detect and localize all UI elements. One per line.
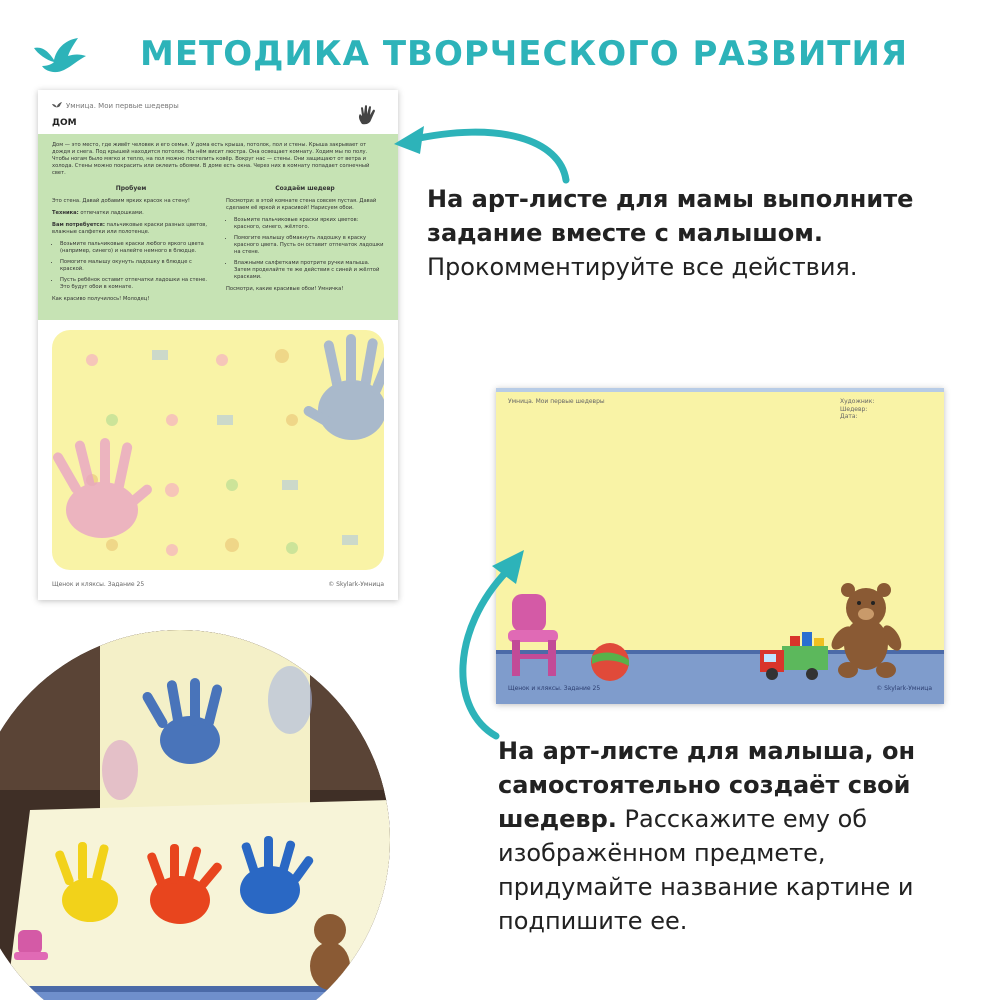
column-text: Посмотри: в этой комнате стена совсем пустая. Давай сделаем её яркой и красивой! Нарисуем обои.	[226, 198, 377, 211]
child-sheet-description	[498, 734, 978, 938]
bird-icon	[30, 34, 88, 78]
mom-art-sheet	[38, 90, 398, 600]
mom-sheet-description-bold: На арт-листе для мамы выполните задание вместе с малышом.	[427, 185, 914, 247]
list-item: • Возьмите пальчиковые краски любого яркого цвета (например, синего) и налейте немного в блюдце.	[60, 241, 210, 255]
example-photo	[0, 630, 390, 1000]
column-text: Это стена. Давай добавим ярких красок на стену!	[52, 198, 190, 204]
column-heading: Пробуем	[115, 185, 147, 192]
ball-icon	[591, 643, 629, 681]
intro-text: Дом — это место, где живёт человек и его семья. У дома есть крыша, потолок, пол и стены. Крыша закрывает от дождя и снега. Под крышей находится потолок. На нём висит люстра. Она освещает комнату. Ходим мы по полу. Чтобы ногам было мягко и тепло, на пол можно постелить ковёр. Вокруг нас — стены. Они защищают от ветра и холода. Стены можно покрасить или оклеить обоями. В доме есть окна. Через них в комнату попадает солнечный свет.	[52, 142, 370, 176]
teddy-bear-icon	[828, 583, 905, 678]
child-sheet-description-bold: На арт-листе для малыша, он самостоятельно создаёт свой шедевр.	[498, 737, 916, 833]
sheet-brand: Умница. Мои первые шедевры	[508, 398, 605, 405]
sheet-footer-task: Щенок и кляксы. Задание 25	[52, 581, 145, 588]
child-art-sheet	[496, 388, 944, 704]
sheet-title: ДОМ	[52, 118, 77, 128]
steps-list	[234, 217, 384, 281]
child-sheet-description-normal: Расскажите ему об изображённом предмете, придумайте название картине и подпишите ее.	[498, 805, 914, 935]
technique-line: Техника: отпечатки ладошками.	[52, 210, 144, 216]
column-create	[226, 185, 384, 308]
bird-icon	[52, 102, 62, 108]
work-field-label: Шедевр:	[840, 405, 868, 413]
materials-line: Вам потребуется: пальчиковые краски разных цветов, влажные салфетки или полотенце.	[52, 222, 207, 235]
truck-icon	[760, 632, 828, 680]
room-illustration	[496, 388, 944, 704]
wallpaper-pattern	[52, 330, 384, 570]
sheet-footer-task: Щенок и кляксы. Задание 25	[508, 685, 601, 692]
sheet-brand	[52, 102, 179, 110]
closing-text: Как красиво получилось! Молодец!	[52, 296, 150, 302]
arrow-icon	[380, 110, 580, 190]
handprint-photo	[0, 630, 390, 1000]
list-item: • Помогите малышу окунуть ладошку в блюдце с краской.	[60, 259, 210, 273]
artist-field-label: Художник:	[840, 398, 875, 405]
sheet-footer-copyright: © Skylark-Умница	[876, 685, 932, 692]
wallpaper-area	[52, 330, 384, 570]
sheet-footer-copyright: © Skylark-Умница	[328, 581, 384, 588]
closing-text: Посмотри, какие красивые обои! Умничка!	[226, 286, 344, 292]
date-field-label: Дата:	[840, 413, 858, 420]
column-try	[52, 185, 210, 308]
hand-icon	[356, 104, 378, 126]
list-item: • Пусть ребёнок оставит отпечатки ладошки на стене. Это будут обои в комнате.	[60, 277, 210, 291]
sheet-brand-text: Умница. Мои первые шедевры	[66, 102, 179, 110]
steps-list	[60, 241, 210, 291]
mom-sheet-description-normal: Прокомментируйте все действия.	[427, 253, 858, 281]
list-item: • Помогите малышу обмакнуть ладошку в краску красного цвета. Пусть он оставит отпечаток ладошки на стене.	[234, 235, 384, 256]
header	[30, 28, 930, 88]
page-title: МЕТОДИКА ТВОРЧЕСКОГО РАЗВИТИЯ	[140, 34, 909, 74]
list-item: • Влажными салфетками протрите ручки малыша. Затем проделайте те же действия с синей и жёлтой красками.	[234, 260, 384, 281]
instructions-block	[38, 134, 398, 320]
column-heading: Создаём шедевр	[275, 185, 335, 192]
mom-sheet-description	[427, 182, 927, 284]
arrow-icon	[430, 540, 550, 740]
list-item: • Возьмите пальчиковые краски ярких цветов: красного, синего, жёлтого.	[234, 217, 384, 231]
